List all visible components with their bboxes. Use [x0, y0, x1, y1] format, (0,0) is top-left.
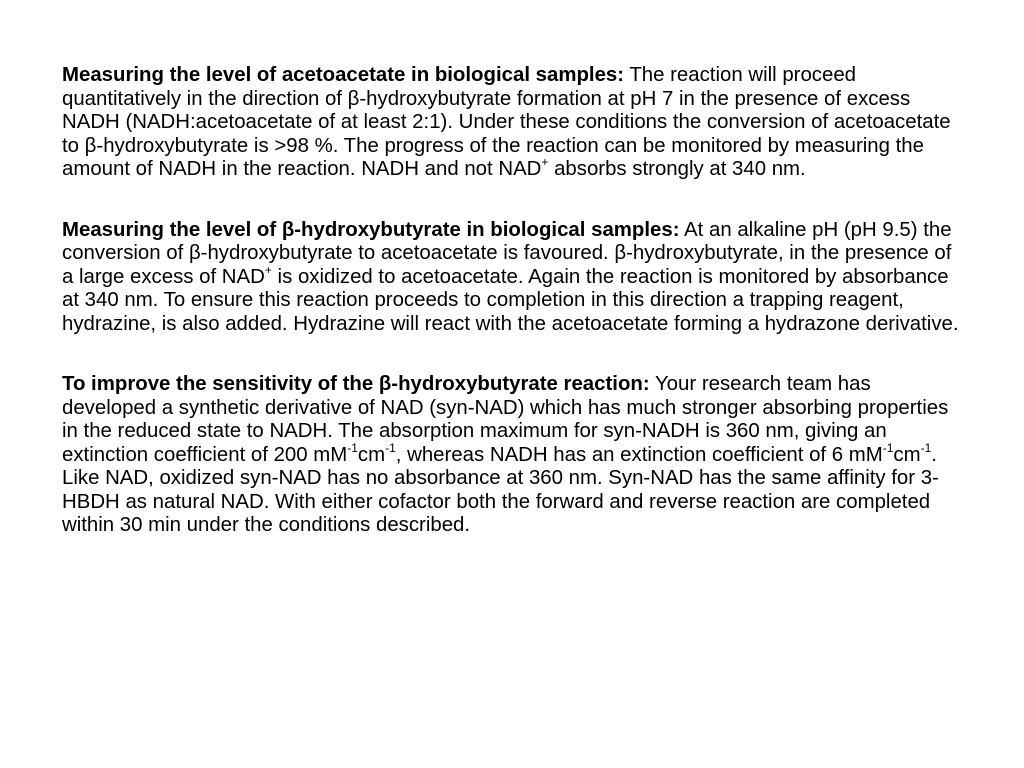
superscript: -1 [347, 440, 358, 455]
paragraph-acetoacetate [62, 64, 962, 182]
superscript: + [541, 155, 549, 170]
paragraph-heading: To improve the sensitivity of the β-hydroxybutyrate reaction: [62, 373, 650, 395]
paragraph-hydroxybutyrate [62, 219, 962, 337]
paragraph-text: , whereas NADH has an extinction coefficient of 6 mM [395, 443, 883, 466]
paragraph-text: absorbs strongly at 340 nm. [548, 158, 806, 180]
paragraph-sensitivity [62, 373, 962, 538]
paragraph-text: At an alkaline pH (pH 9.5) the conversion of β-hydroxybutyrate to acetoacetate is favoured. β-hydroxybutyrate, in the presence of a large excess of NAD [62, 218, 952, 288]
paragraph-text: is oxidized to acetoacetate. Again the reaction is monitored by absorbance at 340 nm. To ensure this reaction proceeds to completion in this direction a trapping reagent, hydrazine, is also added. Hydrazine will react with the acetoacetate forming a hydrazone derivative. [62, 265, 959, 335]
slide-content [62, 64, 962, 575]
superscript: -1 [882, 440, 894, 455]
paragraph-text: . Like NAD, oxidized syn-NAD has no absorbance at 360 nm. Syn-NAD has the same affinity for 3-HBDH as natural NAD. With either cofactor both the forward and reverse reaction are completed within 30 min under the conditions described. [62, 443, 939, 536]
paragraph-text: Your research team has developed a synthetic derivative of NAD (syn-NAD) which has much stronger absorbing properties in the reduced state to NADH. The absorption maximum for syn-NADH is 360 nm, giving an extinction coefficient of 200 mM [62, 373, 949, 466]
superscript: + [264, 262, 272, 277]
paragraph-heading: Measuring the level of β-hydroxybutyrate in biological samples: [62, 218, 680, 241]
paragraph-text: cm [357, 443, 386, 466]
paragraph-text: cm [893, 443, 921, 466]
superscript: -1 [385, 440, 396, 455]
superscript: -1 [920, 440, 932, 455]
paragraph-heading: Measuring the level of acetoacetate in biological samples: [62, 64, 625, 86]
paragraph-text: The reaction will proceed quantitatively in the direction of β-hydroxybutyrate formation at pH 7 in the presence of excess NADH (NADH:acetoacetate of at least 2:1). Under these conditions the conversion of acetoacetate to β-hydroxybutyrate is >98 %. The progress of the reaction can be monitored by measuring the amount of NADH in the reaction. NADH and not NAD [62, 64, 951, 180]
